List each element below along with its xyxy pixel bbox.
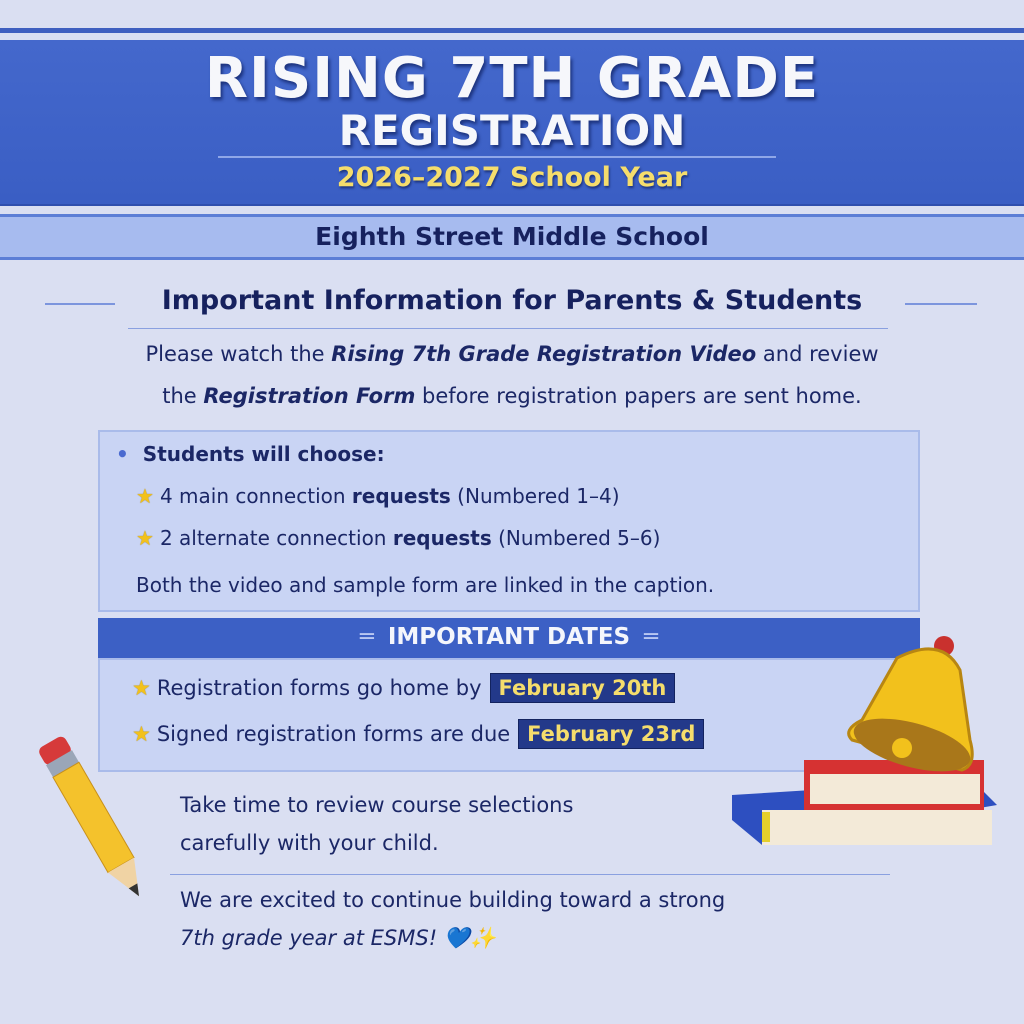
star-icon: ★: [136, 484, 154, 508]
choose-title: • Students will choose:: [116, 442, 385, 466]
date-badge: February 23rd: [518, 719, 704, 749]
date-item: ★ Registration forms go home by February 20th: [132, 676, 675, 700]
intro-line-1: Please watch the Rising 7th Grade Registration Video and review: [145, 342, 879, 366]
title-line-2: REGISTRATION: [338, 106, 686, 155]
star-icon: ★: [132, 722, 151, 746]
divider: [218, 156, 776, 158]
star-icon: ★: [132, 676, 151, 700]
pencil-icon: [25, 720, 165, 920]
list-item: ★ 4 main connection requests (Numbered 1–4): [136, 484, 620, 508]
dates-title: ═ IMPORTANT DATES ═: [360, 624, 658, 650]
title-line-1: RISING 7TH GRADE: [204, 46, 820, 111]
bell-and-books-icon: [722, 630, 1012, 880]
divider: [128, 328, 888, 329]
list-item: ★ 2 alternate connection requests (Numbered 5–6): [136, 526, 661, 550]
closing-line: We are excited to continue building toward a strong: [180, 888, 726, 912]
school-year: 2026–2027 School Year: [336, 162, 688, 193]
info-heading: Important Information for Parents & Students: [161, 285, 863, 316]
intro-line-2: the Registration Form before registration papers are sent home.: [162, 384, 862, 408]
school-name: Eighth Street Middle School: [315, 222, 709, 251]
divider: [0, 28, 1024, 33]
choose-box: [98, 430, 920, 612]
closing-line: carefully with your child.: [180, 831, 439, 855]
closing-line: 7th grade year at ESMS! 💙✨: [180, 926, 497, 950]
date-badge: February 20th: [490, 673, 676, 703]
caption-note: Both the video and sample form are linked in the caption.: [136, 573, 715, 597]
video-title: Rising 7th Grade Registration Video: [331, 342, 757, 366]
closing-line: Take time to review course selections: [180, 793, 574, 817]
form-title: Registration Form: [203, 384, 416, 408]
date-item: ★ Signed registration forms are due February 23rd: [132, 722, 704, 746]
star-icon: ★: [136, 526, 154, 550]
